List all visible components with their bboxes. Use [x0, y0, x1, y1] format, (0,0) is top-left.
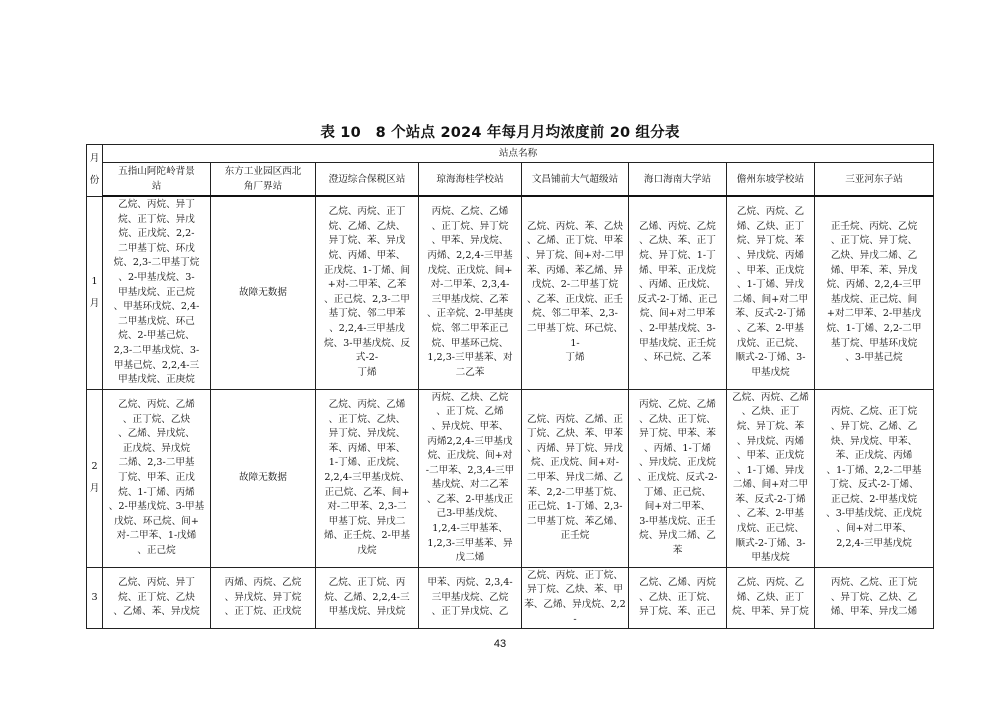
table-row	[87, 389, 934, 567]
table-cell: 乙烷、丙烷、乙烯 、乙炔、正丁 烷、异丁烷、苯 、异戊烷、丙烯 、甲苯、正戊烷 、1-丁烯、异戊 二烯、间+对二甲 苯、反式-2-丁烯 、乙苯、2-甲基 戊烷、正己烷、 顺式-2-丁烯、3- 甲基戊烷	[727, 389, 815, 567]
station-header: 五指山阿陀岭背景 站	[103, 163, 211, 197]
station-header: 三亚河东子站	[815, 163, 934, 197]
table-caption: 表 10 8 个站点 2024 年每月月均浓度前 20 组分表	[320, 125, 680, 141]
station-group-header: 站点名称	[103, 145, 934, 163]
table-cell: 乙烷、丙烷、异丁 烷、正丁烷、异戊 烷、正戊烷、2,2- 二甲基丁烷、环戊 烷、2,3-二甲基丁烷 、2-甲基戊烷、3- 甲基戊烷、正己烷 、甲基环戊烷、2,4- 二甲基戊烷、环己 烷、2-甲基己烷、 2,3-二甲基戊烷、3- 甲基己烷、2,2,4-三 甲基戊烷、正庚烷	[103, 196, 211, 389]
table-cell: 故障无数据	[211, 196, 316, 389]
table-cell: 故障无数据	[211, 389, 316, 567]
table-cell: 甲苯、丙烷、2,3,4- 三甲基戊烷、乙烷 、正丁异戊烷、乙	[419, 567, 522, 628]
table-cell: 丙烯、丙烷、乙烷 、异戊烷、异丁烷 、正丁烷、正戊烷	[211, 567, 316, 628]
station-header: 琼海海桂学校站	[419, 163, 522, 197]
page-number: 43	[493, 638, 507, 650]
station-header: 海口海南大学站	[629, 163, 727, 197]
table-cell: 乙烷、丙烷、正丁 烷、乙烯、乙炔、 异丁烷、苯、异戊 烷、丙烯、甲苯、 正戊烷、1-丁烯、间 +对-二甲苯、乙苯 、正己烷、2,3-二甲 基丁烷、邻二甲苯 、2,2,4-三甲基戊 烷、3-甲基戊烷、反式-2- 丁烯	[316, 196, 419, 389]
table-cell: 乙烷、丙烷、乙烯 、正丁烷、乙炔 、乙烯、异戊烷、 正戊烷、异戊烷 二烯、2,3-二甲基 丁烷、甲苯、正戊 烷、1-丁烯、丙烯 、2-甲基戊烷、3-甲基 戊烷、环己烷、间+ 对-二甲苯、1-戊烯 、正己烷	[103, 389, 211, 567]
table-row	[87, 567, 934, 628]
table-cell: 丙烷、乙烷、乙烯 、乙炔、正丁烷、 异丁烷、甲苯、苯 、丙烯、1-丁烯 、异戊烷、正戊烷 、正戊烷、反式-2- 丁烯、正己烷、 间+对二甲苯、 3-甲基戊烷、正壬 烷、异戊二烯、乙 苯	[629, 389, 727, 567]
table-cell: 乙烷、丙烷、乙 烯、乙炔、正丁 烷、异丁烷、苯 、异戊烷、丙烯 、甲苯、正戊烷 、1-丁烯、异戊 二烯、间+对二甲 苯、反式-2-丁烯 、乙苯、2-甲基 戊烷、正己烷、 顺式-2-丁烯、3- 甲基戊烷	[727, 196, 815, 389]
station-header: 文昌铺前大气超级站	[522, 163, 629, 197]
month-cell: 3	[87, 567, 103, 628]
table-cell: 乙烷、丙烷、苯、乙炔 、乙烯、正丁烷、甲苯 、异丁烷、间+对-二甲 苯、丙烯、苯乙烯、异 戊烷、2-二甲基丁烷 、乙苯、正戊烷、正壬 烷、邻二甲苯、2,3- 二甲基丁烷、环己烷、1- 丁烯	[522, 196, 629, 389]
table-cell: 正壬烷、丙烷、乙烷 、正丁烷、异丁烷、 乙炔、异戊二烯、乙 烯、甲苯、苯、异戊 烷、丙烯、2,2,4-三甲 基戊烷、正己烷、间 +对二甲苯、2-甲基戊 烷、1-丁烯、2,2-二甲 基丁烷、甲基环戊烷 、3-甲基己烷	[815, 196, 934, 389]
table-row	[87, 196, 934, 389]
station-header: 儋州东坡学校站	[727, 163, 815, 197]
month-header: 月 份	[87, 145, 103, 197]
table-cell: 丙烷、乙烷、乙烯 、正丁烷、异丁烷 、甲苯、异戊烷、 丙烯、2,2,4-三甲基 戊烷、正戊烷、间+ 对-二甲苯、2,3,4- 三甲基戊烷、乙苯 、正辛烷、2-甲基庚 烷、邻二甲苯正己 烷、甲基环己烷、 1,2,3-三甲基苯、对 二乙苯	[419, 196, 522, 389]
station-header: 澄迈综合保税区站	[316, 163, 419, 197]
table-cell: 乙烷、丙烷、乙烯、正 丁烷、乙炔、苯、甲苯 、丙烯、异丁烷、异戊 烷、正戊烷、间+对- 二甲苯、异戊二烯、乙 苯、2,2-二甲基丁烷、 正己烷、1-丁烯、2,3- 二甲基丁烷、苯乙烯、 正壬烷	[522, 389, 629, 567]
table-cell: 丙烷、乙烷、正丁烷 、异丁烷、乙烯、乙 炔、异戊烷、甲苯、 苯、正戊烷、丙烯 、1-丁烯、2,2-二甲基 丁烷、反式-2-丁烯、 正己烷、2-甲基戊烷 、3-甲基戊烷、正戊烷 、间+对二甲苯、 2,2,4-三甲基戊烷	[815, 389, 934, 567]
table-cell: 丙烷、乙炔、乙烷 、正丁烷、乙烯 、异戊烷、甲苯、 丙烯2,2,4-三甲基戊 烷、正戊烷、间+对 -二甲苯、2,3,4-三甲 基戊烷、对二乙苯 、乙苯、2-甲基戊正 己3-甲基戊烷、 1,2,4-三甲基苯、 1,2,3-三甲基苯、异 戊二烯	[419, 389, 522, 567]
table-cell: 乙烷、正丁烷、丙 烷、乙烯、2,2,4-三 甲基戊烷、异戊烷	[316, 567, 419, 628]
table-cell: 乙烷、乙烯、丙烷 、乙炔、正丁烷、 异丁烷、苯、正己	[629, 567, 727, 628]
table-cell: 乙烷、丙烷、正丁烷、 异丁烷、乙炔、苯、甲 苯、乙烯、异戊烷、2,2-	[522, 567, 629, 628]
table-cell: 丙烷、乙烷、正丁烷 、异丁烷、乙炔、乙 烯、甲苯、异戊二烯	[815, 567, 934, 628]
station-header: 东方工业园区西北 角厂界站	[211, 163, 316, 197]
table-cell: 乙烯、丙烷、乙烷 、乙炔、苯、正丁 烷、异丁烷、1-丁 烯、甲苯、正戊烷 、丙烯、正戊烷、 反式-2-丁烯、正己 烷、间+对二甲苯 、2-甲基戊烷、3- 甲基戊烷、正壬烷 、环己烷、乙苯	[629, 196, 727, 389]
month-cell: 2 月	[87, 389, 103, 567]
table-cell: 乙烷、丙烷、乙烯 、正丁烷、乙炔、 异丁烷、异戊烷、 苯、丙烯、甲苯、 1-丁烯、正戊烷、 2,2,4-三甲基戊烷、 正己烷、乙苯、间+ 对-二甲苯、2,3-二 甲基丁烷、异戊二 烯、正壬烷、2-甲基 戊烷	[316, 389, 419, 567]
month-cell: 1 月	[87, 196, 103, 389]
table-cell: 乙烷、丙烷、异丁 烷、正丁烷、乙炔 、乙烯、苯、异戊烷	[103, 567, 211, 628]
table-cell: 乙烷、丙烷、乙 烯、乙炔、正丁 烷、甲苯、异丁烷	[727, 567, 815, 628]
components-table	[86, 144, 934, 629]
